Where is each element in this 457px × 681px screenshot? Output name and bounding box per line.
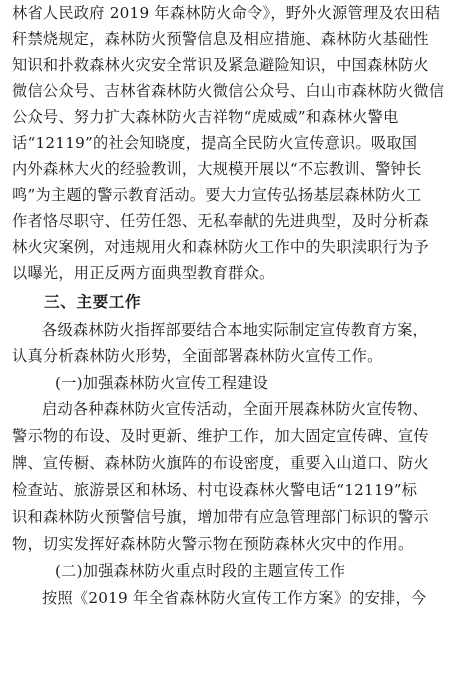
- paragraph-line: 识和森林防火预警信号旗，增加带有应急管理部门标识的警示: [12, 508, 429, 526]
- subsection-heading: (二)加强森林防火重点时段的主题宣传工作: [55, 562, 346, 580]
- paragraph-line: 各级森林防火指挥部要结合本地实际制定宣传教育方案，: [42, 321, 428, 339]
- paragraph-line: 物，切实发挥好森林防火警示物在预防森林火灾中的作用。: [12, 535, 414, 553]
- paragraph-line: 知识和扑救森林火灾安全常识及紧急避险知识，中国森林防火: [12, 56, 429, 74]
- subsection-heading: (一)加强森林防火宣传工程建设: [55, 374, 269, 392]
- paragraph-line: 牌、宣传橱、森林防火旗阵的布设密度，重要入山道口、防火: [12, 454, 429, 472]
- paragraph-line: 公众号、努力扩大森林防火吉祥物“虎威威”和森林火警电: [12, 108, 399, 126]
- paragraph-line: 启动各种森林防火宣传活动，全面开展森林防火宣传物、: [42, 400, 428, 418]
- paragraph-line: 警示物的布设、及时更新、维护工作，加大固定宣传碑、宣传: [12, 427, 429, 445]
- paragraph-line: 林省人民政府 2019 年森林防火命令》，野外火源管理及农田秸: [12, 4, 441, 22]
- section-heading: 三、主要工作: [44, 293, 142, 311]
- paragraph-line: 秆禁烧规定，森林防火预警信息及相应措施、森林防火基础性: [12, 30, 429, 48]
- paragraph-line: 内外森林大火的经验教训，大规模开展以“不忘教训、警钟长: [12, 160, 422, 178]
- paragraph-line: 话“12119”的社会知晓度，提高全民防火宣传意识。吸取国: [12, 134, 418, 152]
- paragraph-line: 微信公众号、吉林省森林防火微信公众号、白山市森林防火微信: [12, 82, 445, 100]
- paragraph-line: 林火灾案例，对违规用火和森林防火工作中的失职渎职行为予: [12, 238, 429, 256]
- paragraph-line: 按照《2019 年全省森林防火宣传工作方案》的安排，今: [42, 589, 427, 607]
- paragraph-line: 以曝光，用正反两方面典型教育群众。: [12, 264, 275, 282]
- paragraph-line: 鸣”为主题的警示教育活动。要大力宣传弘扬基层森林防火工: [12, 186, 422, 204]
- paragraph-line: 作者恪尽职守、任劳任怨、无私奉献的先进典型，及时分析森: [12, 212, 429, 230]
- paragraph-line: 检查站、旅游景区和林场、村屯设森林火警电话“12119”标: [12, 481, 418, 499]
- paragraph-line: 认真分析森林防火形势，全面部署森林防火宣传工作。: [12, 347, 383, 365]
